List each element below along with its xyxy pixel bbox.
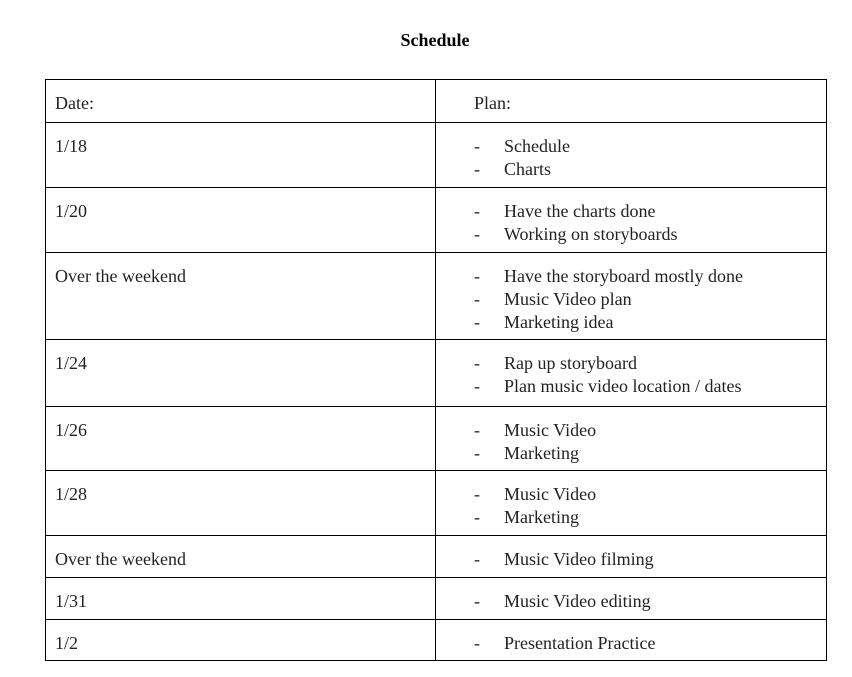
plan-cell xyxy=(436,123,827,188)
schedule-table-body xyxy=(46,80,827,661)
bullet-dash: - xyxy=(474,136,480,156)
bullet-dash: - xyxy=(474,159,480,179)
plan-cell xyxy=(436,188,827,253)
table-row xyxy=(46,536,827,578)
plan-item-text: Schedule xyxy=(504,136,570,156)
plan-item-text: Music Video plan xyxy=(504,289,632,309)
bullet-dash: - xyxy=(474,420,480,440)
date-cell: 1/26 xyxy=(46,407,436,471)
bullet-dash: - xyxy=(474,507,480,527)
plan-list xyxy=(474,135,818,181)
list-item xyxy=(474,590,818,613)
list-item xyxy=(474,200,818,223)
date-cell: 1/18 xyxy=(46,123,436,188)
plan-cell xyxy=(436,578,827,620)
list-item xyxy=(474,135,818,158)
plan-list xyxy=(474,548,818,571)
table-row xyxy=(46,578,827,620)
plan-list xyxy=(474,352,818,398)
plan-list xyxy=(474,632,818,655)
date-cell: 1/20 xyxy=(46,188,436,253)
table-row xyxy=(46,471,827,536)
plan-item-text: Plan music video location / dates xyxy=(504,376,742,396)
page-title: Schedule xyxy=(400,30,470,50)
list-item xyxy=(474,419,818,442)
table-row xyxy=(46,407,827,471)
bullet-dash: - xyxy=(474,549,480,569)
plan-item-text: Working on storyboards xyxy=(504,224,678,244)
list-item xyxy=(474,265,818,288)
table-row xyxy=(46,188,827,253)
bullet-dash: - xyxy=(474,201,480,221)
table-row xyxy=(46,253,827,340)
plan-item-text: Music Video editing xyxy=(504,591,651,611)
plan-item-text: Music Video xyxy=(504,484,597,504)
list-item xyxy=(474,288,818,311)
plan-item-text: Rap up storyboard xyxy=(504,353,637,373)
date-header: Date: xyxy=(46,80,436,123)
plan-item-text: Marketing xyxy=(504,507,579,527)
plan-list xyxy=(474,590,818,613)
table-row xyxy=(46,620,827,661)
list-item xyxy=(474,375,818,398)
plan-cell xyxy=(436,536,827,578)
bullet-dash: - xyxy=(474,484,480,504)
plan-item-text: Marketing xyxy=(504,443,579,463)
date-cell: Over the weekend xyxy=(46,253,436,340)
plan-item-text: Marketing idea xyxy=(504,312,614,332)
plan-item-text: Music Video filming xyxy=(504,549,654,569)
date-cell: Over the weekend xyxy=(46,536,436,578)
plan-list xyxy=(474,483,818,529)
list-item xyxy=(474,506,818,529)
table-row xyxy=(46,123,827,188)
bullet-dash: - xyxy=(474,312,480,332)
date-cell: 1/24 xyxy=(46,340,436,407)
plan-item-text: Charts xyxy=(504,159,551,179)
bullet-dash: - xyxy=(474,633,480,653)
plan-cell xyxy=(436,407,827,471)
list-item xyxy=(474,632,818,655)
plan-item-text: Presentation Practice xyxy=(504,633,656,653)
plan-item-text: Music Video xyxy=(504,420,597,440)
bullet-dash: - xyxy=(474,591,480,611)
bullet-dash: - xyxy=(474,443,480,463)
plan-cell xyxy=(436,340,827,407)
list-item xyxy=(474,548,818,571)
plan-header: Plan: xyxy=(436,80,827,123)
schedule-table xyxy=(45,79,827,661)
list-item xyxy=(474,483,818,506)
list-item xyxy=(474,352,818,375)
bullet-dash: - xyxy=(474,353,480,373)
bullet-dash: - xyxy=(474,224,480,244)
bullet-dash: - xyxy=(474,376,480,396)
plan-list xyxy=(474,265,818,334)
list-item xyxy=(474,158,818,181)
plan-cell xyxy=(436,253,827,340)
plan-list xyxy=(474,200,818,246)
table-row xyxy=(46,340,827,407)
plan-item-text: Have the storyboard mostly done xyxy=(504,266,743,286)
plan-list xyxy=(474,419,818,465)
date-cell: 1/2 xyxy=(46,620,436,661)
bullet-dash: - xyxy=(474,289,480,309)
date-cell: 1/28 xyxy=(46,471,436,536)
header-row xyxy=(46,80,827,123)
bullet-dash: - xyxy=(474,266,480,286)
date-cell: 1/31 xyxy=(46,578,436,620)
plan-cell xyxy=(436,471,827,536)
list-item xyxy=(474,311,818,334)
plan-item-text: Have the charts done xyxy=(504,201,656,221)
plan-cell xyxy=(436,620,827,661)
list-item xyxy=(474,442,818,465)
list-item xyxy=(474,223,818,246)
